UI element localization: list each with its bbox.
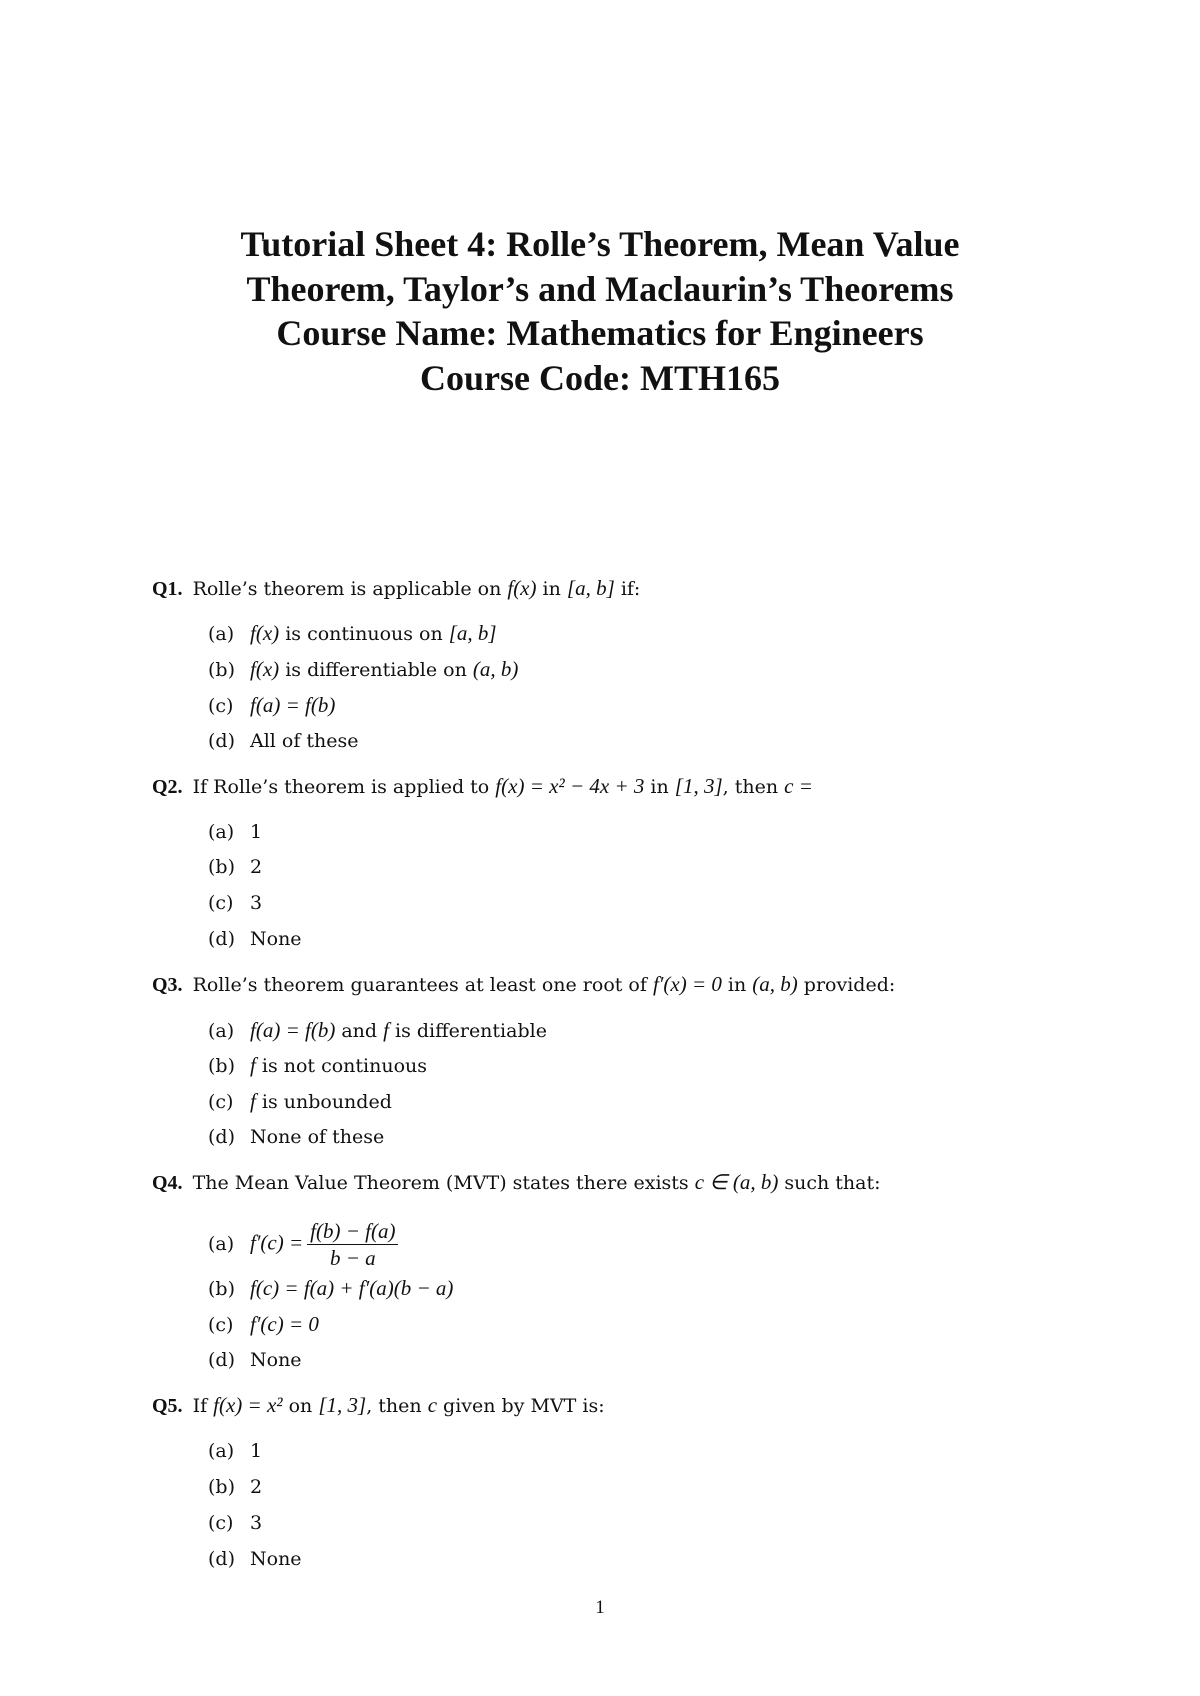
option-text: is differentiable xyxy=(388,1020,547,1042)
option-text: is differentiable on xyxy=(279,659,473,681)
option-text: is unbounded xyxy=(255,1091,392,1113)
option xyxy=(208,1348,302,1372)
option-label: (a) xyxy=(208,821,235,843)
title-line: Tutorial Sheet 4: Rolle’s Theorem, Mean Value xyxy=(240,224,960,264)
question-text: provided: xyxy=(797,974,896,996)
option xyxy=(208,927,302,951)
title-line: Theorem, Taylor’s and Maclaurin’s Theorems xyxy=(246,268,954,309)
page-number: 1 xyxy=(595,1597,605,1618)
option-text: None of these xyxy=(250,1126,385,1148)
option xyxy=(208,1439,262,1463)
fraction-numerator: f(b) − f(a) xyxy=(307,1218,398,1245)
option xyxy=(208,1511,262,1535)
option-label: (c) xyxy=(208,695,234,717)
option-text: 3 xyxy=(250,892,263,914)
title-line: Course Code: MTH165 xyxy=(420,357,780,398)
option-label: (a) xyxy=(208,1020,235,1042)
option xyxy=(208,891,262,915)
option-text: 1 xyxy=(250,821,263,843)
option-text: is continuous on xyxy=(279,623,449,645)
question-text: such that: xyxy=(778,1172,881,1194)
option-label: (b) xyxy=(208,1476,235,1498)
math: f xyxy=(250,1089,256,1113)
question-text: , then xyxy=(722,776,785,798)
math: f′(c) = 0 xyxy=(250,1312,319,1336)
question-text: in xyxy=(721,974,753,996)
question-3 xyxy=(152,972,895,997)
math: f′(x) = 0 xyxy=(652,972,722,996)
fraction xyxy=(307,1218,398,1271)
math: c ∈ (a, b) xyxy=(694,1170,779,1194)
question-2 xyxy=(152,774,813,799)
option-text: 2 xyxy=(250,856,263,878)
math: f xyxy=(383,1018,389,1042)
question-text: on xyxy=(282,1395,319,1417)
option-label: (b) xyxy=(208,659,235,681)
option-text: None xyxy=(250,928,302,950)
question-text: Rolle’s theorem guarantees at least one root of xyxy=(192,974,653,996)
math: f xyxy=(250,1053,256,1077)
question-text: If xyxy=(192,1395,214,1417)
question-number: Q5. xyxy=(152,1395,183,1417)
option-text: 3 xyxy=(250,1512,263,1534)
question-4 xyxy=(152,1170,881,1195)
option xyxy=(208,1312,319,1337)
math: f(a) = f(b) xyxy=(250,693,336,717)
math: c xyxy=(427,1393,438,1417)
question-text: in xyxy=(536,578,567,600)
document-title xyxy=(0,222,1200,400)
math: [a, b] xyxy=(448,621,497,645)
option-label: (d) xyxy=(208,1349,235,1371)
option-text: 1 xyxy=(250,1440,263,1462)
option-label: (c) xyxy=(208,1091,234,1113)
option-text: and xyxy=(335,1020,384,1042)
question-number: Q1. xyxy=(152,578,183,600)
math: f(x) = x² xyxy=(213,1393,283,1417)
option xyxy=(208,1089,392,1114)
question-text: If Rolle’s theorem is applied to xyxy=(192,776,496,798)
math: (a, b) xyxy=(752,972,798,996)
option xyxy=(208,855,262,879)
option-text: All of these xyxy=(250,730,359,752)
option-label: (a) xyxy=(208,1440,235,1462)
question-text: given by MVT is: xyxy=(437,1395,605,1417)
option-label: (d) xyxy=(208,1548,235,1570)
math: f(a) = f(b) xyxy=(250,1018,336,1042)
option xyxy=(208,820,262,844)
question-number: Q3. xyxy=(152,974,183,996)
question-number: Q4. xyxy=(152,1172,183,1194)
fraction-denominator: b − a xyxy=(329,1246,376,1270)
question-5 xyxy=(152,1393,605,1418)
option-label: (b) xyxy=(208,856,235,878)
option-label: (d) xyxy=(208,730,235,752)
math: [1, 3] xyxy=(674,774,723,798)
math: f(x) xyxy=(250,621,280,645)
option-label: (d) xyxy=(208,928,235,950)
option-text: None xyxy=(250,1349,302,1371)
question-text: Rolle’s theorem is applicable on xyxy=(192,578,508,600)
math: c = xyxy=(784,774,813,798)
option xyxy=(208,729,359,753)
title-line: Course Name: Mathematics for Engineers xyxy=(276,313,924,353)
question-number: Q2. xyxy=(152,776,183,798)
option xyxy=(208,1276,453,1301)
math: [1, 3] xyxy=(318,1393,367,1417)
option xyxy=(208,1053,427,1078)
math: f(x) xyxy=(507,576,537,600)
math: [a, b] xyxy=(566,576,615,600)
math: f′(c) = xyxy=(250,1230,304,1255)
question-1 xyxy=(152,576,640,601)
option-label: (b) xyxy=(208,1278,235,1300)
math: (a, b) xyxy=(472,657,519,681)
option-label: (b) xyxy=(208,1055,235,1077)
option xyxy=(208,621,497,646)
option-text: 2 xyxy=(250,1476,263,1498)
question-text: in xyxy=(644,776,675,798)
option xyxy=(208,693,335,718)
option-text: is not continuous xyxy=(255,1055,428,1077)
option xyxy=(208,1547,302,1571)
option-text: None xyxy=(250,1548,302,1570)
math: f(x) = x² − 4x + 3 xyxy=(495,774,645,798)
option xyxy=(208,1018,547,1043)
option xyxy=(208,1125,384,1149)
option-label: (d) xyxy=(208,1126,235,1148)
question-text: if: xyxy=(614,578,641,600)
question-text: , then xyxy=(366,1395,428,1417)
question-text: The Mean Value Theorem (MVT) states there exists xyxy=(192,1172,695,1194)
option xyxy=(208,657,518,682)
option xyxy=(208,1475,262,1499)
option-label: (c) xyxy=(208,1314,234,1336)
option-label: (a) xyxy=(208,623,235,645)
option-label: (c) xyxy=(208,892,234,914)
option-label: (a) xyxy=(208,1232,235,1255)
math: f(c) = f(a) + f′(a)(b − a) xyxy=(250,1276,454,1300)
option xyxy=(208,1218,398,1271)
math: f(x) xyxy=(250,657,280,681)
option-label: (c) xyxy=(208,1512,234,1534)
